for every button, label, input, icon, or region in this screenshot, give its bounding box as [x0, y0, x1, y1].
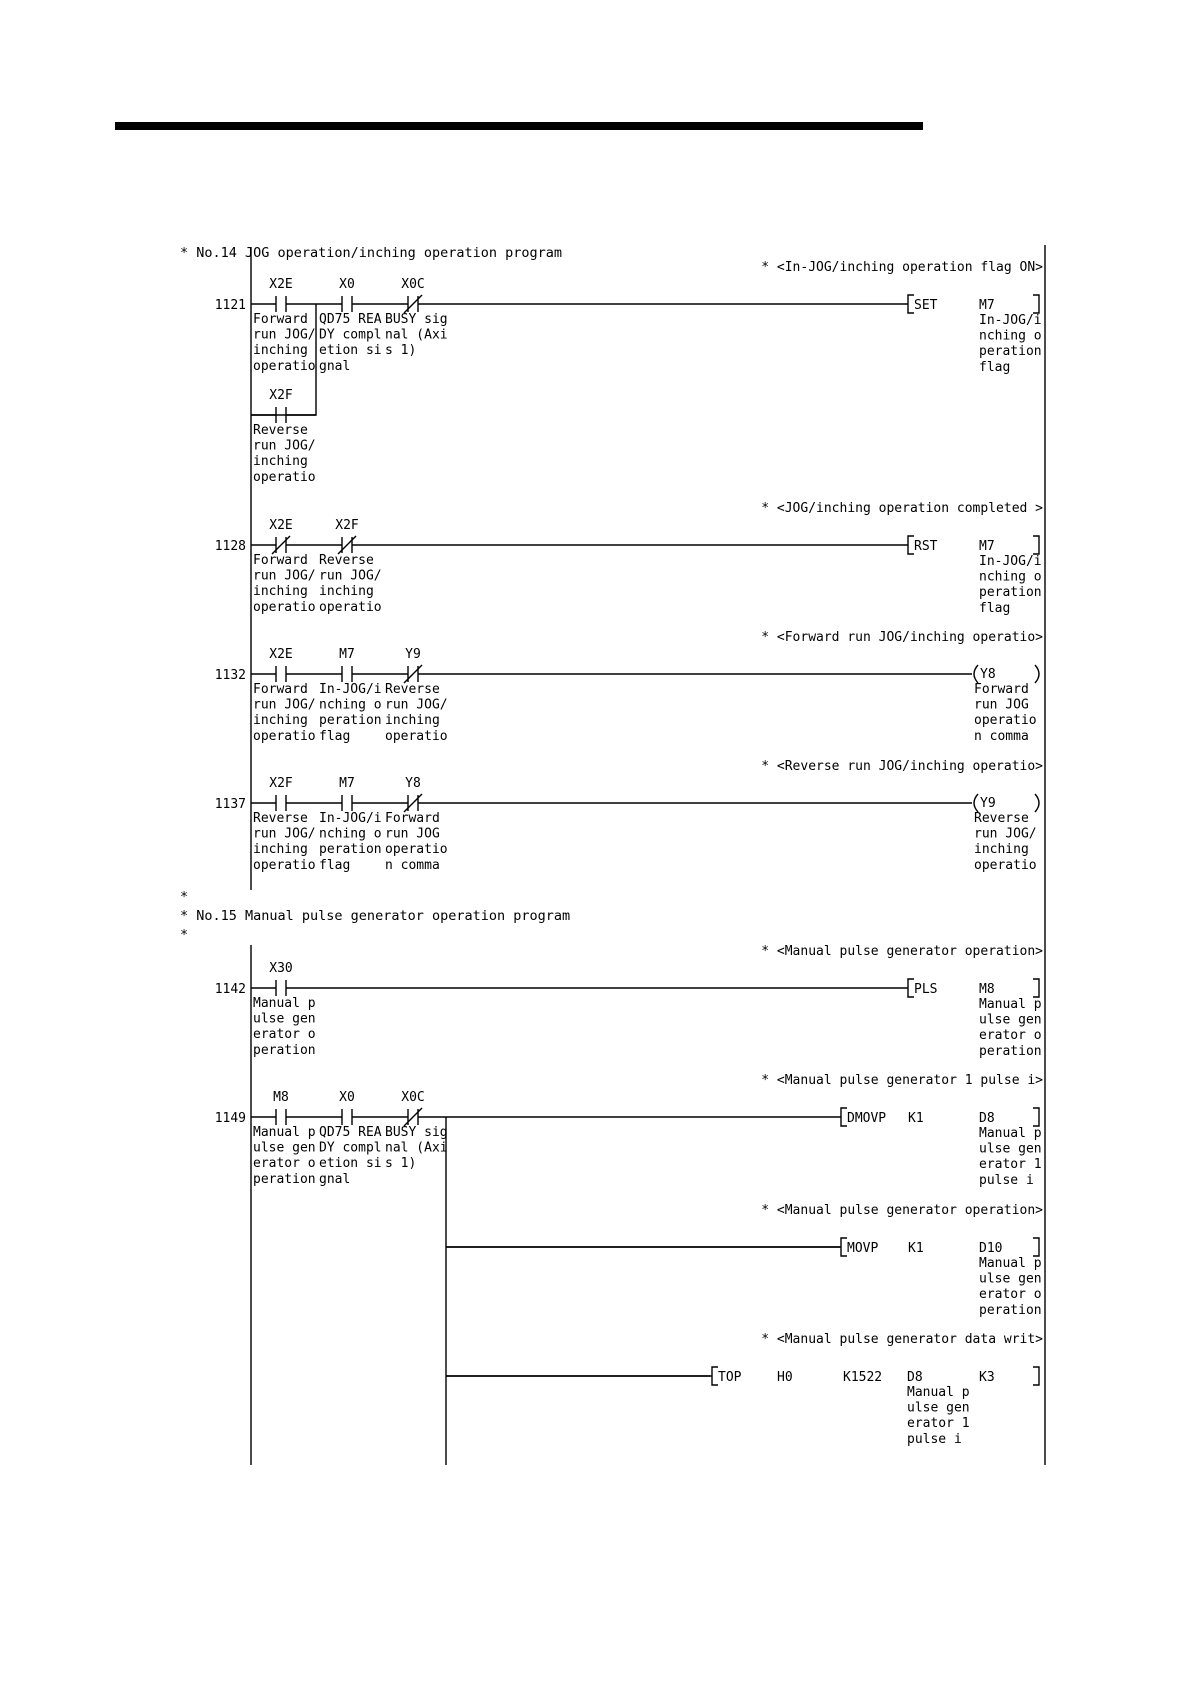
rung-comment-1121: * <In-JOG/inching operation flag ON> [761, 260, 1043, 275]
contact-label-1128-1: inching [319, 584, 374, 600]
contact-label-1132-1: flag [319, 728, 351, 744]
coil-left [974, 794, 978, 812]
contact-label-1137-0: run JOG/ [253, 826, 316, 842]
instruction-1149-b1: TOP [718, 1370, 742, 1385]
output-label-1149-b0: erator o [979, 1287, 1042, 1303]
coil-label-1132: Forward [974, 682, 1029, 697]
instruction-1121: SET [914, 298, 938, 313]
contact-label-1121-2: BUSY sig [385, 312, 448, 327]
contact-label-1121-0: Forward [253, 312, 308, 327]
coil-right [1035, 665, 1039, 683]
output-label-1142: ulse gen [979, 1012, 1042, 1028]
contact-device-1128-1: X2F [335, 518, 359, 533]
rung-comment-1128: * <JOG/inching operation completed > [761, 501, 1043, 516]
contact-label-1137-1: flag [319, 857, 351, 873]
output-device-1121: M7 [979, 298, 995, 313]
contact-label-1128-0: run JOG/ [253, 568, 316, 584]
contact-label-1149-1: QD75 REA [319, 1125, 382, 1140]
output-label-1149-b0: Manual p [979, 1256, 1042, 1271]
instruction-bracket-right [1033, 1108, 1039, 1126]
step-number-1137: 1137 [214, 797, 246, 812]
coil-label-1132: n comma [974, 728, 1029, 744]
page-header-rule [115, 122, 923, 130]
output-label-1121: In-JOG/i [979, 313, 1042, 328]
contact-label-1149-1: DY compl [319, 1140, 382, 1156]
contact-label-1142-0: peration [253, 1042, 316, 1058]
contact-label-1132-0: run JOG/ [253, 697, 316, 713]
step-number-1149: 1149 [214, 1111, 246, 1126]
contact-label-1132-1: peration [319, 713, 382, 729]
output-label-1121: nching o [979, 328, 1042, 344]
contact-label-1142-0: Manual p [253, 996, 316, 1011]
contact-label-1137-2: operatio [385, 842, 448, 858]
instruction-bracket-right [1033, 979, 1039, 997]
operand-1149-b0: K1 [908, 1241, 924, 1256]
contact-label-1128-1: run JOG/ [319, 568, 382, 584]
contact-label-1132-2: run JOG/ [385, 697, 448, 713]
contact-device-1121-2: X0C [401, 277, 425, 292]
contact-label-1137-0: inching [253, 842, 308, 858]
operand-1149-b1: D8 [907, 1370, 923, 1385]
step-number-1128: 1128 [214, 539, 246, 554]
contact-label-1149-1: gnal [319, 1171, 351, 1187]
contact-label-1121-p0: run JOG/ [253, 438, 316, 454]
output-label-1142: erator o [979, 1028, 1042, 1044]
output-label-1128: peration [979, 585, 1042, 601]
contact-label-1121-2: nal (Axi [385, 327, 448, 343]
contact-device-1149-0: M8 [273, 1090, 289, 1105]
contact-label-1132-2: operatio [385, 728, 448, 744]
contact-label-1149-2: s 1) [385, 1156, 417, 1172]
contact-device-1132-0: X2E [269, 647, 293, 662]
step-number-1121: 1121 [214, 298, 246, 313]
contact-device-1132-2: Y9 [405, 647, 421, 662]
contact-device-1137-2: Y8 [405, 776, 421, 791]
coil-device-1137: Y9 [980, 796, 996, 811]
contact-label-1149-0: peration [253, 1171, 316, 1187]
contact-label-1121-1: DY compl [319, 327, 382, 343]
contact-label-1121-p0: operatio [253, 469, 316, 485]
coil-label-1132: operatio [974, 713, 1037, 729]
output-device-1142: M8 [979, 982, 995, 997]
contact-label-1121-0: run JOG/ [253, 327, 316, 343]
rung-comment-branch: * <Manual pulse generator operation> [761, 1203, 1043, 1218]
contact-label-1121-1: QD75 REA [319, 312, 382, 327]
contact-label-1132-0: Forward [253, 682, 308, 697]
contact-label-1128-1: Reverse [319, 553, 374, 568]
step-number-1132: 1132 [214, 668, 246, 683]
contact-device-1137-1: M7 [339, 776, 355, 791]
contact-label-1132-1: nching o [319, 697, 382, 713]
output-label-1142: peration [979, 1043, 1042, 1059]
contact-label-1121-1: gnal [319, 358, 351, 374]
program-header-star-1: * [180, 889, 189, 905]
operand-1149: K1 [908, 1111, 924, 1126]
output-device-1128: M7 [979, 539, 995, 554]
instruction-1149-b0: MOVP [847, 1241, 879, 1256]
output-label-1149-b1: Manual p [907, 1385, 970, 1400]
output-label-1149: erator 1 [979, 1157, 1042, 1173]
output-label-1149: Manual p [979, 1126, 1042, 1141]
instruction-bracket-right [1033, 536, 1039, 554]
output-label-1142: Manual p [979, 997, 1042, 1012]
output-label-1149-b1: pulse i [907, 1431, 962, 1447]
output-label-1128: flag [979, 600, 1011, 616]
instruction-bracket-right [1033, 295, 1039, 313]
rung-comment-branch: * <Manual pulse generator data writ> [761, 1332, 1043, 1347]
contact-device-1121-p0: X2F [269, 388, 293, 403]
rung-comment-1137: * <Reverse run JOG/inching operatio> [761, 759, 1043, 774]
contact-label-1149-0: Manual p [253, 1125, 316, 1140]
output-device-1149-b0: D10 [979, 1241, 1003, 1256]
instruction-1149: DMOVP [847, 1111, 887, 1126]
contact-label-1137-2: Forward [385, 811, 440, 826]
output-label-1149-b1: ulse gen [907, 1400, 970, 1416]
output-label-1121: peration [979, 344, 1042, 360]
contact-label-1132-2: Reverse [385, 682, 440, 697]
contact-label-1128-0: inching [253, 584, 308, 600]
contact-label-1121-0: operatio [253, 358, 316, 374]
output-label-1149: pulse i [979, 1172, 1034, 1188]
contact-label-1121-p0: Reverse [253, 423, 308, 438]
contact-label-1121-p0: inching [253, 454, 308, 470]
contact-label-1149-2: BUSY sig [385, 1125, 448, 1140]
output-label-1121: flag [979, 359, 1011, 375]
contact-label-1121-0: inching [253, 343, 308, 359]
instruction-1142: PLS [914, 982, 938, 997]
contact-label-1149-0: ulse gen [253, 1140, 316, 1156]
contact-label-1137-0: Reverse [253, 811, 308, 826]
rung-comment-1142: * <Manual pulse generator operation> [761, 944, 1043, 959]
program-header-no14: * No.14 JOG operation/inching operation program [180, 245, 563, 261]
output-device-1149-b1: K3 [979, 1370, 995, 1385]
step-number-1142: 1142 [214, 982, 246, 997]
operand-1149-b1: H0 [777, 1370, 793, 1385]
instruction-bracket-right [1033, 1367, 1039, 1385]
contact-label-1137-1: peration [319, 842, 382, 858]
contact-device-1121-1: X0 [339, 277, 355, 292]
contact-device-1142-0: X30 [269, 961, 293, 976]
contact-label-1121-1: etion si [319, 343, 382, 359]
contact-label-1132-1: In-JOG/i [319, 682, 382, 697]
instruction-1128: RST [914, 539, 938, 554]
rung-comment-1149: * <Manual pulse generator 1 pulse i> [761, 1073, 1043, 1088]
output-label-1128: nching o [979, 569, 1042, 585]
output-label-1149-b0: peration [979, 1302, 1042, 1318]
contact-label-1142-0: erator o [253, 1027, 316, 1043]
contact-label-1128-1: operatio [319, 599, 382, 615]
contact-label-1149-1: etion si [319, 1156, 382, 1172]
contact-label-1137-0: operatio [253, 857, 316, 873]
coil-label-1137: Reverse [974, 811, 1029, 826]
contact-label-1137-2: n comma [385, 857, 440, 873]
output-label-1128: In-JOG/i [979, 554, 1042, 569]
contact-label-1137-1: nching o [319, 826, 382, 842]
coil-label-1137: inching [974, 842, 1029, 858]
coil-label-1132: run JOG [974, 697, 1029, 713]
coil-left [974, 665, 978, 683]
output-label-1149: ulse gen [979, 1141, 1042, 1157]
contact-label-1132-0: operatio [253, 728, 316, 744]
output-device-1149: D8 [979, 1111, 995, 1126]
contact-label-1137-1: In-JOG/i [319, 811, 382, 826]
rung-comment-1132: * <Forward run JOG/inching operatio> [761, 630, 1043, 645]
coil-label-1137: operatio [974, 857, 1037, 873]
contact-label-1132-2: inching [385, 713, 440, 729]
contact-label-1142-0: ulse gen [253, 1011, 316, 1027]
contact-device-1128-0: X2E [269, 518, 293, 533]
contact-device-1149-1: X0 [339, 1090, 355, 1105]
output-label-1149-b0: ulse gen [979, 1271, 1042, 1287]
contact-device-1121-0: X2E [269, 277, 293, 292]
contact-label-1149-2: nal (Axi [385, 1140, 448, 1156]
operand-1149-b1: K1522 [843, 1370, 883, 1385]
contact-label-1128-0: Forward [253, 553, 308, 568]
instruction-bracket-right [1033, 1238, 1039, 1256]
contact-device-1137-0: X2F [269, 776, 293, 791]
program-header-no15: * No.15 Manual pulse generator operation program [180, 908, 571, 924]
contact-device-1132-1: M7 [339, 647, 355, 662]
contact-label-1128-0: operatio [253, 599, 316, 615]
coil-right [1035, 794, 1039, 812]
program-header-star-2: * [180, 927, 189, 943]
contact-label-1132-0: inching [253, 713, 308, 729]
coil-label-1137: run JOG/ [974, 826, 1037, 842]
contact-device-1149-2: X0C [401, 1090, 425, 1105]
output-label-1149-b1: erator 1 [907, 1416, 970, 1432]
contact-label-1149-0: erator o [253, 1156, 316, 1172]
contact-label-1137-2: run JOG [385, 826, 440, 842]
coil-device-1132: Y8 [980, 667, 996, 682]
contact-label-1121-2: s 1) [385, 343, 417, 359]
